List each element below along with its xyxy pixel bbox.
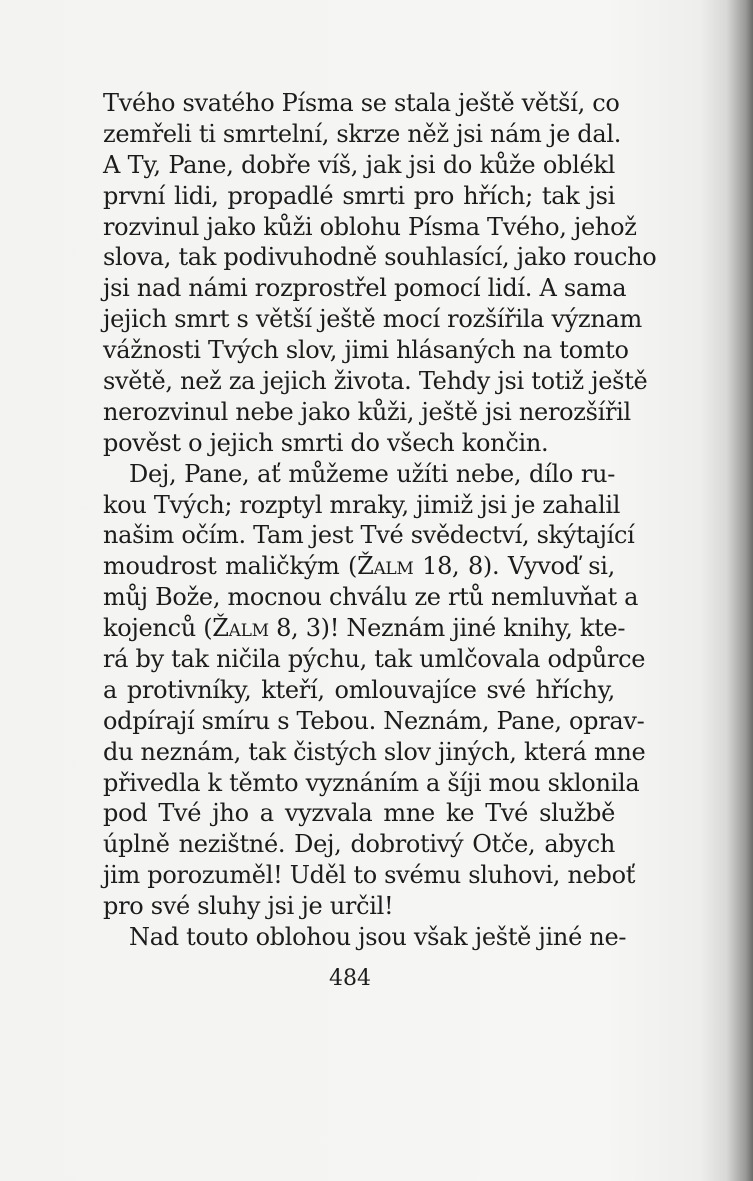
psalm-reference: Žalm: [357, 552, 414, 581]
text-line: našim očím. Tam jest Tvé svědectví, skýtající: [103, 521, 635, 550]
text-line: úplně nezištné. Dej, dobrotivý Otče, abych: [103, 830, 615, 859]
text-line: vážnosti Tvých slov, jimi hlásaných na tomto: [103, 336, 629, 365]
text-line: rá by tak ničila pýchu, tak umlčovala odpůrce: [103, 645, 646, 674]
text-line: du neznám, tak čistých slov jiných, která mne: [103, 737, 646, 766]
text-line: můj Bože, mocnou chválu ze rtů nemluvňat a: [103, 583, 639, 612]
text-line: světě, než za jejich života. Tehdy jsi totiž ještě: [103, 367, 648, 396]
text-line: kou Tvých; rozptyl mraky, jimiž jsi je zahalil: [103, 490, 621, 519]
body-text: [103, 88, 657, 953]
text-line: a protivníky, kteří, omlouvajíce své hříchy,: [103, 675, 615, 704]
psalm-reference: Žalm: [212, 614, 269, 643]
text-line: jim porozuměl! Uděl to svému sluhovi, neboť: [103, 861, 636, 890]
text-line: jejich smrt s větší ještě mocí rozšířila význam: [103, 305, 642, 334]
text-line: nerozvinul nebe jako kůži, ještě jsi nerozšířil: [103, 397, 631, 426]
text-line: přivedla k těmto vyznáním a šíji mou sklonila: [103, 768, 640, 797]
text-line: rozvinul jako kůži oblohu Písma Tvého, jehož: [103, 212, 637, 241]
text-line: Tvého svatého Písma se stala ještě větší, co: [103, 89, 620, 117]
text-line: zemřeli ti smrtelní, skrze něž jsi nám je dal.: [103, 119, 622, 148]
text-line: kojenců (Žalm 8, 3)! Neznám jiné knihy, kte-: [103, 614, 626, 643]
text-line: pod Tvé jho a vyzvala mne ke Tvé službě: [103, 799, 615, 828]
text-line: moudrost maličkým (Žalm 18, 8). Vyvoď si,: [103, 552, 615, 581]
page-number: 484: [329, 966, 371, 991]
text-line: odpírají smíru s Tebou. Neznám, Pane, oprav-: [103, 706, 645, 735]
text-line: slova, tak podivuhodně souhlasící, jako roucho: [103, 243, 657, 272]
text-line: Nad touto oblohou jsou však ještě jiné ne-: [129, 923, 627, 952]
text-line: první lidi, propadlé smrti pro hřích; tak jsi: [103, 181, 615, 210]
text-line: A Ty, Pane, dobře víš, jak jsi do kůže oblékl: [103, 150, 615, 179]
text-line: pověst o jejich smrti do všech končin.: [103, 428, 549, 457]
text-line: pro své sluhy jsi je určil!: [103, 892, 394, 921]
text-line: Dej, Pane, ať můžeme užíti nebe, dílo ru-: [129, 459, 615, 488]
text-line: jsi nad námi rozprostřel pomocí lidí. A sama: [103, 274, 627, 303]
